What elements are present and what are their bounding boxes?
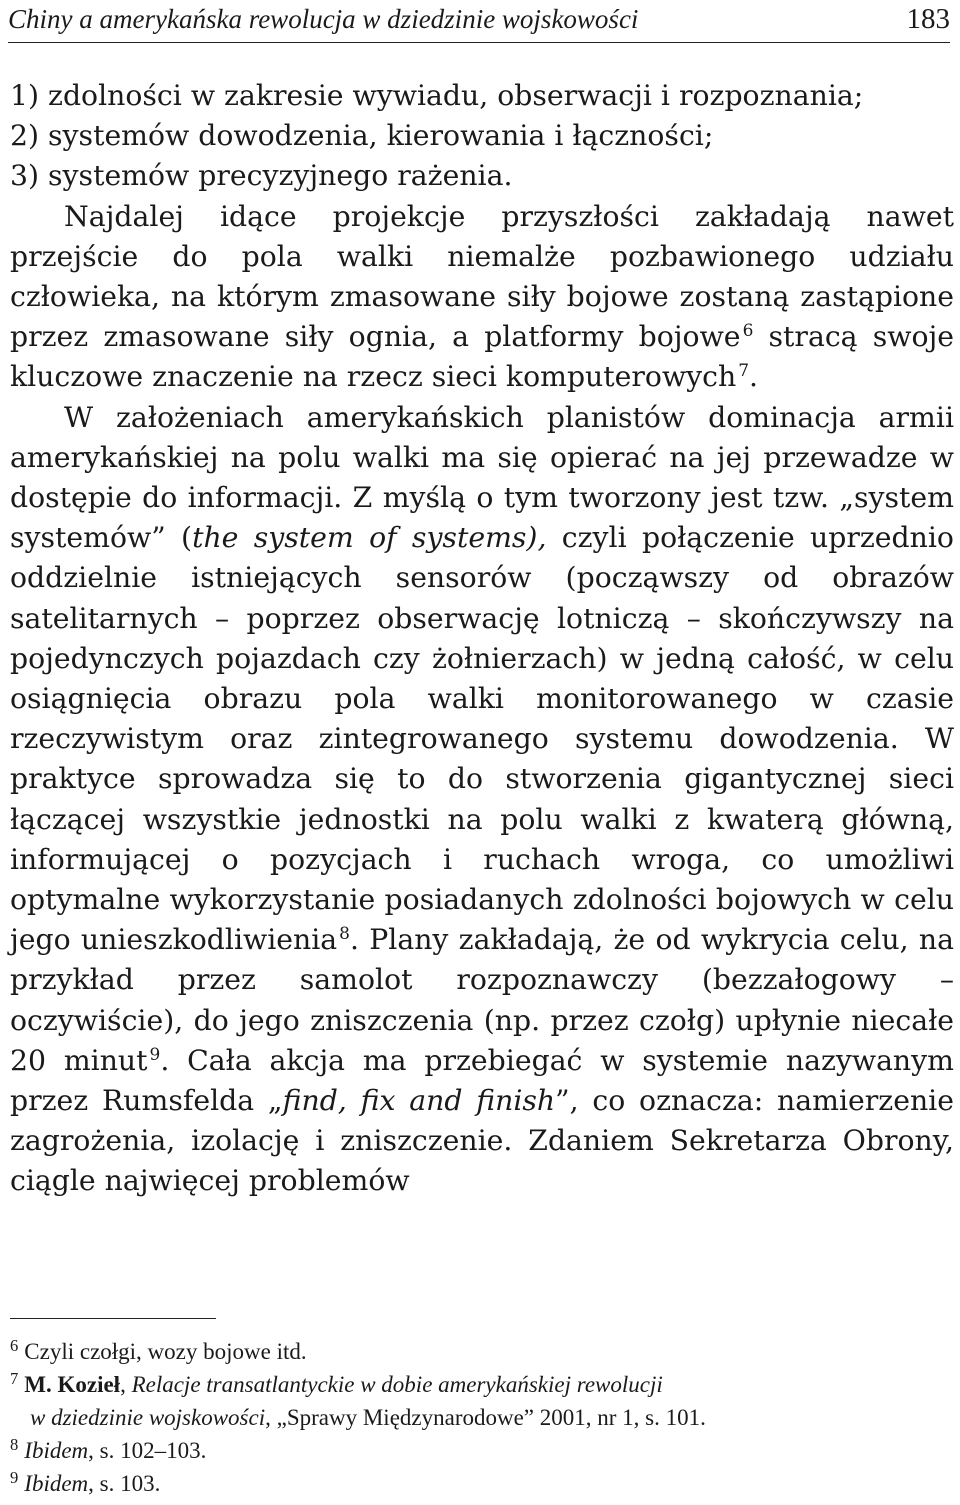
- list-item: 3) systemów precyzyjnego rażenia.: [10, 159, 513, 193]
- footnote-text: , „Sprawy Międzynarodowe” 2001, nr 1, s. 101.: [265, 1405, 706, 1430]
- paragraph-text: stracą swoje kluczowe znaczenie na rzecz sieci komputerowych: [10, 320, 955, 394]
- footnote-number: 6: [10, 1335, 19, 1355]
- footnote-title: Relacje transatlantyckie w dobie amerykańskiej rewolucji: [131, 1372, 663, 1397]
- footnotes: [10, 1335, 954, 1500]
- capability-list: [10, 76, 954, 197]
- footnote-ref[interactable]: 9: [149, 1044, 161, 1065]
- paragraph-text: czyli połączenie uprzednio oddzielnie istniejących sensorów (począwszy od obrazów satelitarnych – poprzez obserwację lotniczą – skończywszy na pojedynczych pojazdach czy żołnierzach) w jedną całość, w celu osiągnięcia obrazu pola walki monitorowanego w czasie rzeczywistym oraz zintegrowanego systemu dowodzenia. W praktyce sprowadza się to do stworzenia gigantycznej sieci łączącej wszystkie jednostki na polu walki z kwaterą główną, informującej o pozycjach i ruchach wroga, co umożliwi optymalne wykorzystanie posiadanych zdolności bojowych w celu jego unieszkodliwienia: [10, 521, 954, 957]
- footnote-ref[interactable]: 6: [742, 321, 754, 342]
- italic-term: the system of systems),: [192, 521, 547, 555]
- paragraph-2: [10, 398, 954, 1202]
- page-number: 183: [906, 3, 950, 35]
- list-item: 1) zdolności w zakresie wywiadu, obserwacji i rozpoznania;: [10, 79, 864, 112]
- list-item: 2) systemów dowodzenia, kierowania i łączności;: [10, 119, 714, 153]
- footnote-text: , s. 102–103.: [88, 1438, 207, 1463]
- footnote-8: [10, 1434, 954, 1467]
- footnote-ref[interactable]: 7: [738, 361, 750, 382]
- paragraph-1: [10, 197, 954, 398]
- footnote-ref[interactable]: 8: [339, 924, 350, 945]
- footnote-text: Czyli czołgi, wozy bojowe itd.: [24, 1339, 307, 1364]
- footnote-9: [10, 1467, 954, 1500]
- footnote-title: w dziedzinie wojskowości: [30, 1405, 266, 1430]
- footnote-number: 7: [10, 1368, 19, 1388]
- main-text: [10, 76, 954, 1202]
- footnote-author: M. Kozieł: [24, 1372, 121, 1397]
- italic-term: find, fix and finish: [282, 1084, 556, 1118]
- paragraph-text: ”, co oznacza: namierzenie zagrożenia, izolację i zniszczenie. Zdaniem Sekretarza Obrony, ciągle najwięcej problemów: [10, 1084, 954, 1198]
- footnote-number: 8: [10, 1434, 19, 1454]
- footnote-divider: [10, 1318, 216, 1319]
- running-title: Chiny a amerykańska rewolucja w dziedzinie wojskowości: [8, 4, 639, 34]
- footnote-text: ,: [120, 1372, 132, 1397]
- footnote-ibidem: Ibidem: [24, 1438, 89, 1463]
- paragraph-text: W założeniach amerykańskich planistów dominacja armii amerykańskiej na polu walki ma się opierać na jej przewadze w dostępie do informacji. Z myślą o tym tworzony jest tzw. „system systemów” (: [10, 400, 954, 555]
- footnote-text: , s. 103.: [88, 1471, 161, 1496]
- paragraph-text: . Plany zakładają, że od wykrycia celu, na przykład przez samolot rozpoznawczy (bezzałogowy – oczywiście), do jego zniszczenia (np. przez czołg) upłynie niecałe 20 minut: [10, 923, 954, 1077]
- footnote-number: 9: [10, 1467, 19, 1487]
- footnote-ibidem: Ibidem: [24, 1471, 89, 1496]
- paragraph-text: Najdalej idące projekcje przyszłości zakładają nawet przejście do pola walki niemalże pozbawionego udziału człowieka, na którym zmasowane siły bojowe zostaną zastąpione przez zmasowane siły ognia, a platformy bojowe: [10, 199, 954, 354]
- footnote-7: [10, 1368, 954, 1434]
- paragraph-text: . Cała akcja ma przebiegać w systemie nazywanym przez Rumsfelda „: [10, 1043, 954, 1118]
- footnote-6: [10, 1335, 954, 1368]
- running-header: [8, 0, 950, 43]
- paragraph-text: .: [749, 360, 759, 394]
